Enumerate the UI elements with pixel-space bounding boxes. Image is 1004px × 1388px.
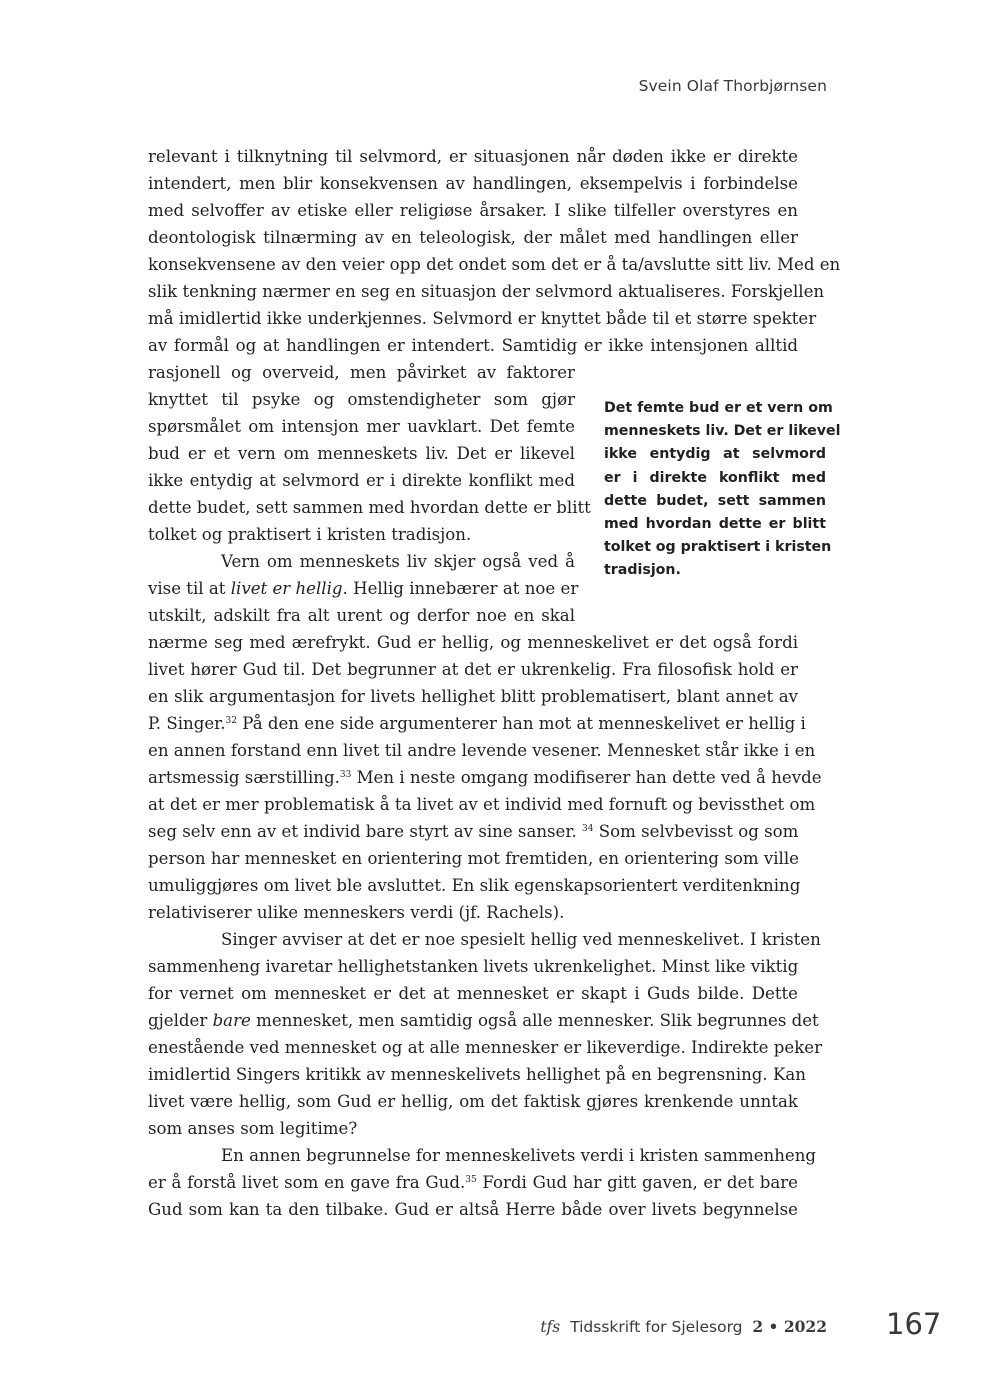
text-line: enestående ved mennesket og at alle mennesker er likeverdige. Indirekte peker — [148, 1038, 823, 1057]
text-run: seg selv enn av et individ bare styrt av sine sanser. — [148, 822, 577, 841]
pull-quote-line: menneskets liv. Det er likevel — [604, 423, 841, 440]
text-line: som anses som legitime? — [148, 1119, 358, 1138]
text-line: person har mennesket en orientering mot fremtiden, en orientering som ville — [148, 849, 799, 868]
text-line: intendert, men blir konsekvensen av handlingen, eksempelvis i forbindelse — [148, 174, 798, 193]
text-line: relativiserer ulike menneskers verdi (jf. Rachels). — [148, 903, 565, 922]
text-run: artsmessig særstilling. — [148, 768, 340, 787]
text-line — [148, 710, 806, 737]
pull-quote — [604, 397, 841, 583]
text-line — [148, 764, 822, 791]
text-line: Vern om menneskets liv skjer også ved å — [221, 552, 575, 571]
text-line — [148, 575, 579, 602]
text-line: livet hører Gud til. Det begrunner at det er ukrenkelig. Fra filosofisk hold er — [148, 660, 798, 679]
text-line — [148, 818, 798, 845]
footnote-ref: 35 — [465, 1175, 477, 1185]
pull-quote-line: tolket og praktisert i kristen — [604, 539, 832, 556]
pull-quote-line: ikke entydig at selvmord — [604, 446, 826, 463]
text-run: gjelder — [148, 1011, 208, 1030]
text-line: av formål og at handlingen er intendert. Samtidig er ikke intensjonen alltid — [148, 336, 798, 355]
text-line: en slik argumentasjon for livets hellighet blitt problematisert, blant annet av — [148, 687, 798, 706]
text-line: med selvoffer av etiske eller religiøse årsaker. I slike tilfeller overstyres en — [148, 201, 798, 220]
text-run: Fordi Gud har gitt gaven, er det bare — [476, 1173, 798, 1192]
journal-name: Tidsskrift for Sjelesorg — [570, 1318, 743, 1336]
text-line: må imidlertid ikke underkjennes. Selvmord er knyttet både til et større spekter — [148, 309, 817, 328]
text-line — [148, 1169, 798, 1196]
text-line: En annen begrunnelse for menneskelivets verdi i kristen sammenheng — [221, 1146, 817, 1165]
footnote-ref: 33 — [339, 770, 352, 780]
text-line: rasjonell og overveid, men påvirket av faktorer — [148, 363, 575, 382]
text-line: dette budet, sett sammen med hvordan dette er blitt — [148, 498, 591, 517]
footnote-ref: 32 — [225, 716, 237, 726]
pull-quote-line: med hvordan dette er blitt — [604, 516, 826, 533]
text-line: tolket og praktisert i kristen tradisjon. — [148, 525, 472, 544]
text-run: vise til at — [148, 579, 226, 598]
text-line: en annen forstand enn livet til andre levende vesener. Mennesket står ikke i en — [148, 741, 816, 760]
italic-run: bare — [212, 1011, 251, 1030]
text-line: deontologisk tilnærming av en teleologisk, der målet med handlingen eller — [148, 228, 798, 247]
text-line: Singer avviser at det er noe spesielt hellig ved menneskelivet. I kristen — [221, 930, 821, 949]
text-line: Gud som kan ta den tilbake. Gud er altså Herre både over livets begynnelse — [148, 1200, 798, 1219]
text-line: relevant i tilknytning til selvmord, er situasjonen når døden ikke er direkte — [148, 147, 798, 166]
text-line: konsekvensene av den veier opp det ondet som det er å ta/avslutte sitt liv. Med en — [148, 255, 841, 274]
text-line: umuliggjøres om livet ble avsluttet. En slik egenskapsorientert verditenkning — [148, 876, 801, 895]
text-line: sammenheng ivaretar hellighetstanken livets ukrenkelighet. Minst like viktig — [148, 957, 799, 976]
journal-footer — [540, 1317, 827, 1336]
text-run: Men i neste omgang modifiserer han dette ved å hevde — [351, 768, 822, 787]
pull-quote-line: Det femte bud er et vern om — [604, 400, 833, 416]
text-line: at det er mer problematisk å ta livet av et individ med fornuft og bevissthet om — [148, 795, 816, 814]
pull-quote-line: dette budet, sett sammen — [604, 492, 826, 509]
text-run: mennesket, men samtidig også alle mennesker. Slik begrunnes det — [250, 1011, 819, 1030]
pull-quote-line: tradisjon. — [604, 562, 681, 579]
page-number: 167 — [886, 1307, 942, 1341]
text-line: for vernet om mennesket er det at mennesket er skapt i Guds bilde. Dette — [148, 984, 798, 1003]
text-line — [148, 1007, 819, 1034]
text-line: utskilt, adskilt fra alt urent og derfor noe en skal — [148, 606, 575, 625]
text-line: knyttet til psyke og omstendigheter som gjør — [148, 390, 575, 409]
footnote-ref: 34 — [582, 824, 594, 834]
issue-number: 2 • 2022 — [752, 1317, 827, 1336]
text-line: bud er et vern om menneskets liv. Det er likevel — [148, 444, 575, 463]
text-run: Som selvbevisst og som — [593, 822, 799, 841]
italic-run: livet er hellig — [230, 579, 343, 598]
text-line: livet være hellig, som Gud er hellig, om det faktisk gjøres krenkende unntak — [148, 1092, 798, 1111]
text-line: nærme seg med ærefrykt. Gud er hellig, og menneskelivet er det også fordi — [148, 633, 798, 652]
text-run: På den ene side argumenterer han mot at menneskelivet er hellig i — [237, 714, 806, 733]
text-line: spørsmålet om intensjon mer uavklart. Det femte — [148, 417, 575, 436]
text-run: P. Singer. — [148, 714, 226, 733]
text-run: . Hellig innebærer at noe er — [342, 579, 579, 598]
journal-abbreviation: tfs — [540, 1318, 561, 1336]
text-run: er å forstå livet som en gave fra Gud. — [148, 1173, 466, 1192]
text-line: slik tenkning nærmer en seg en situasjon der selvmord aktualiseres. Forskjellen — [148, 282, 825, 301]
pull-quote-line: er i direkte konflikt med — [604, 469, 826, 486]
text-line: imidlertid Singers kritikk av menneskelivets hellighet på en begrensning. Kan — [148, 1065, 806, 1084]
running-head: Svein Olaf Thorbjørnsen — [638, 77, 827, 95]
text-line: ikke entydig at selvmord er i direkte konflikt med — [148, 471, 575, 490]
